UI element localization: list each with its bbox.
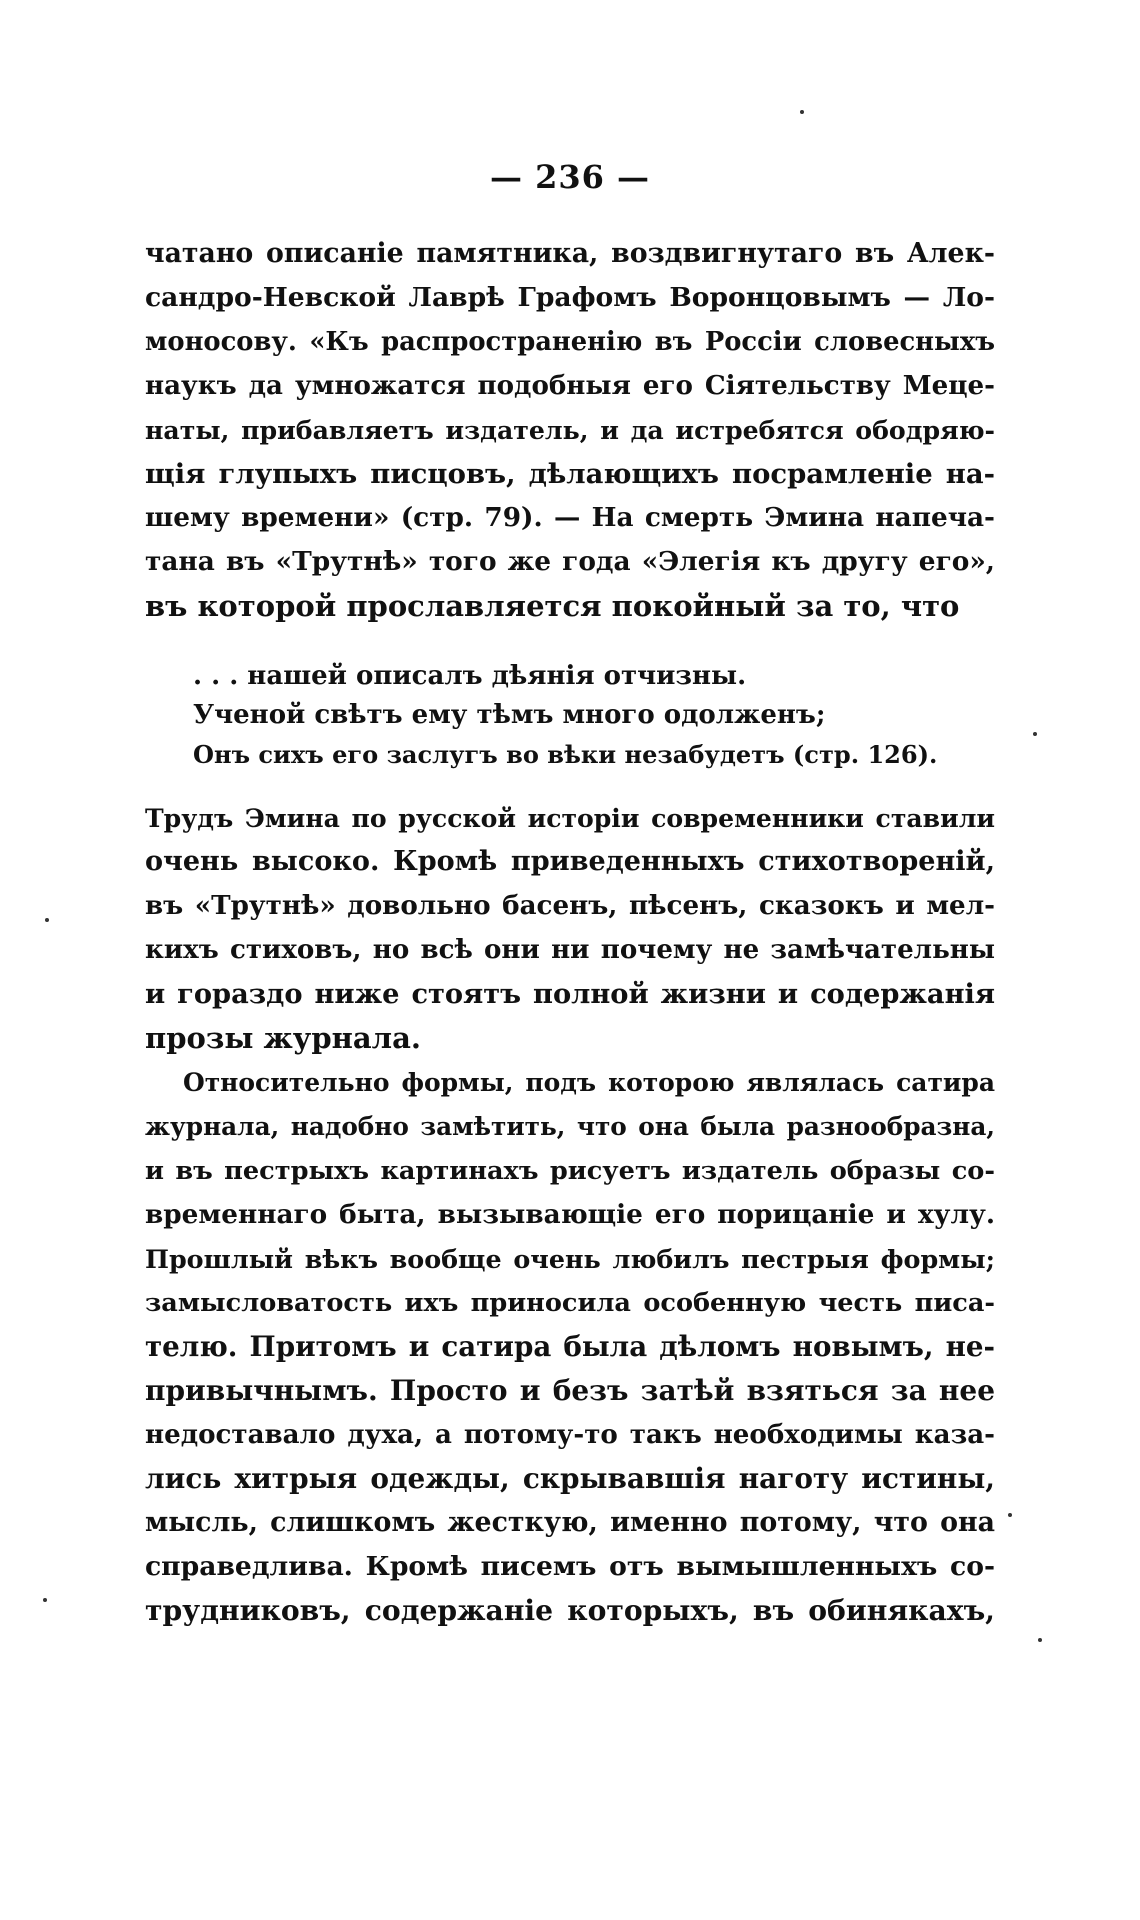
scan-speck	[800, 110, 804, 114]
text-line: временнаго быта, вызывающіе его порицаніе и хулу.	[145, 1199, 995, 1230]
text-line: наукъ да умножатся подобныя его Сіятельству Мецe-	[145, 370, 995, 401]
scan-speck	[45, 918, 49, 922]
text-line: прозы журнала.	[145, 1021, 421, 1055]
text-line: Относительно формы, подъ которою являлась сатира	[183, 1068, 995, 1097]
text-line: щія глупыхъ писцовъ, дѣлающихъ посрамленіе на-	[145, 458, 995, 490]
text-line: лись хитрыя одежды, скрывавшія наготу истины,	[145, 1462, 995, 1495]
text-line: шему времени» (стр. 79). — На смерть Эмина напеча-	[145, 502, 995, 533]
text-line: наты, прибавляетъ издатель, и да истребятся ободряю-	[145, 415, 995, 445]
text-line: Трудъ Эмина по русской исторіи современники ставили	[145, 803, 995, 833]
text-line: сандро-Невской Лаврѣ Графомъ Воронцовымъ — Ло-	[145, 282, 995, 313]
text-line: и гораздо ниже стоятъ полной жизни и содержанія	[145, 978, 995, 1010]
scan-speck	[1008, 1513, 1012, 1517]
scan-speck	[1038, 1638, 1042, 1642]
text-line: замысловатость ихъ приносила особенную честь писа-	[145, 1288, 995, 1318]
scan-speck	[43, 1598, 47, 1602]
text-line: Прошлый вѣкъ вообще очень любилъ пестрыя формы;	[145, 1244, 995, 1274]
verse-quotation	[193, 657, 953, 774]
text-line: и въ пестрыхъ картинахъ рисуетъ издатель образы со-	[145, 1156, 995, 1186]
paragraph-1	[145, 232, 995, 628]
text-line: кихъ стиховъ, но всѣ они ни почему не замѣчательны	[145, 935, 995, 965]
text-line: тана въ «Трутнѣ» того же года «Элегія къ другу его»,	[145, 546, 995, 577]
text-line: телю. Притомъ и сатира была дѣломъ новымъ, не-	[145, 1330, 995, 1363]
text-line: моносову. «Къ распространенію въ Россіи словесныхъ	[145, 327, 995, 357]
text-line: недоставало духа, а потому-то такъ необходимы каза-	[145, 1419, 995, 1450]
verse-line: Онъ сихъ его заслугъ во вѣки незабудетъ (стр. 126).	[193, 740, 938, 769]
verse-line: . . . нашей описалъ дѣянія отчизны.	[193, 661, 747, 691]
text-line: въ «Трутнѣ» довольно басенъ, пѣсенъ, сказокъ и мел-	[145, 890, 995, 921]
text-line: журнала, надобно замѣтить, что она была разнообразна,	[145, 1112, 995, 1141]
text-line: привычнымъ. Просто и безъ затѣй взяться за нее	[145, 1374, 995, 1407]
text-line: въ которой прославляется покойный за то, что	[145, 589, 960, 623]
page-number: — 236 —	[489, 158, 651, 196]
text-line: мысль, слишкомъ жесткую, именно потому, что она	[145, 1507, 995, 1538]
scan-speck	[1033, 732, 1037, 736]
text-line: очень высоко. Кромѣ приведенныхъ стихотвореній,	[145, 846, 995, 877]
paragraph-2	[145, 796, 995, 1060]
verse-line: Ученой свѣтъ ему тѣмъ много одолженъ;	[193, 700, 826, 730]
paragraph-3	[145, 1061, 995, 1633]
text-line: чатано описаніе памятника, воздвигнутаго въ Алек-	[145, 238, 995, 269]
text-line: трудниковъ, содержаніе которыхъ, въ обинякахъ,	[145, 1594, 995, 1627]
text-line: справедлива. Кромѣ писемъ отъ вымышленныхъ со-	[145, 1551, 995, 1582]
